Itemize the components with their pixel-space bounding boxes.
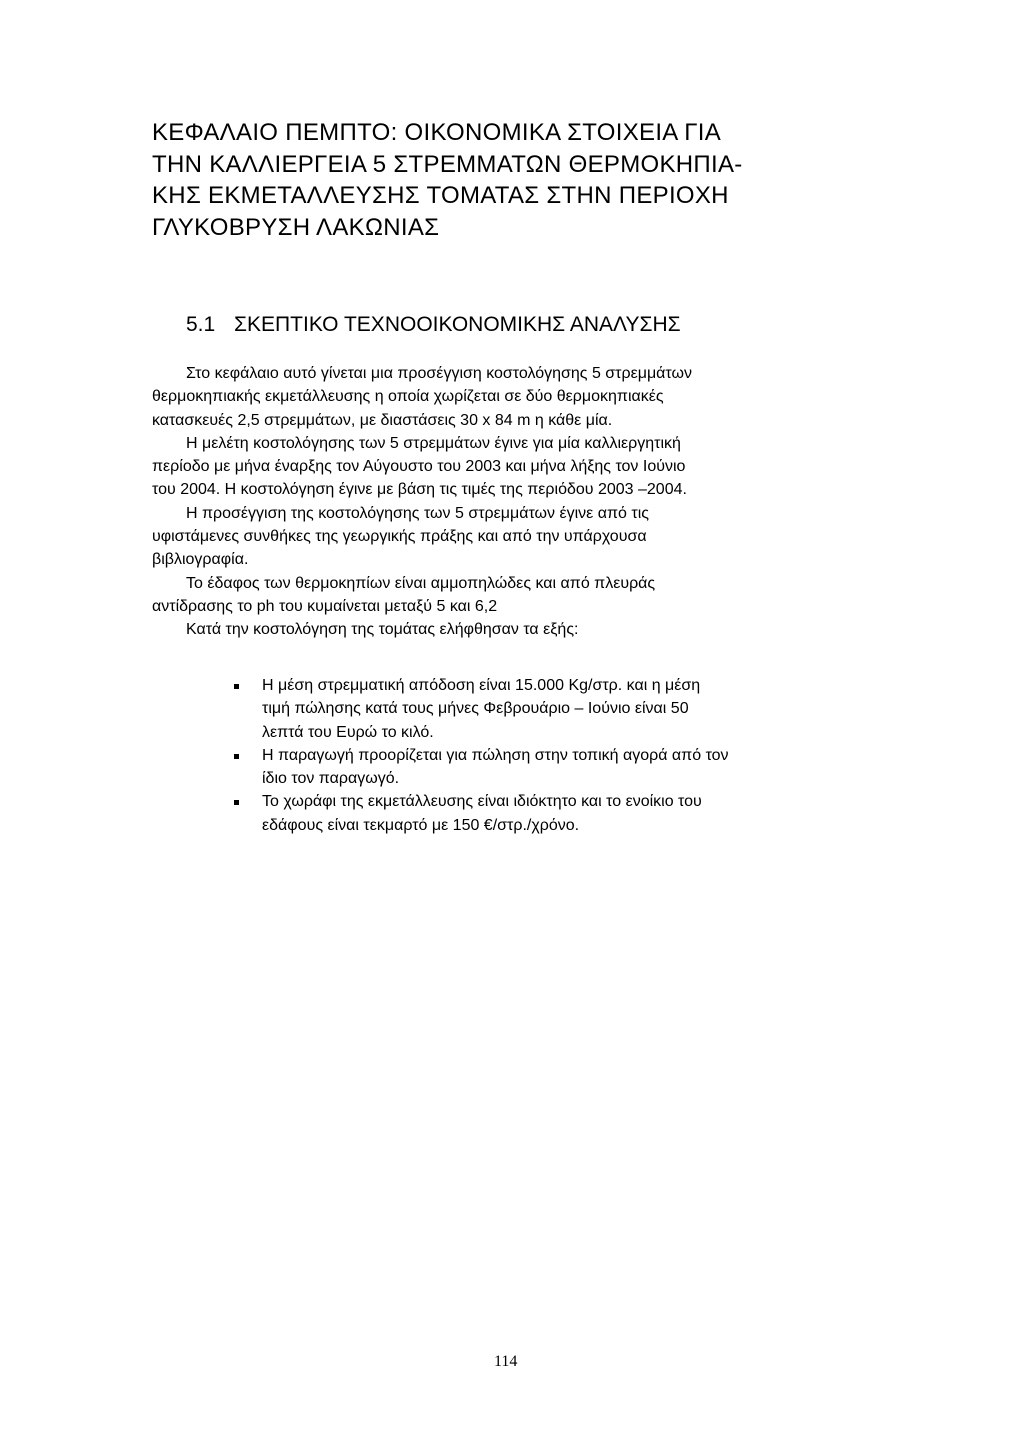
body-line: Η μελέτη κοστολόγησης των 5 στρεμμάτων έγινε για μία καλλιεργητική xyxy=(186,434,681,452)
chapter-title-line: ΓΛΥΚΟΒΡΥΣΗ ΛΑΚΩΝΙΑΣ xyxy=(152,213,440,241)
list-item xyxy=(234,674,874,744)
list-item xyxy=(234,744,874,791)
list-item-line: ίδιο τον παραγωγό. xyxy=(262,770,400,788)
body-line: Η προσέγγιση της κοστολόγησης των 5 στρεμμάτων έγινε από τις xyxy=(186,504,649,522)
body-line: περίοδο με μήνα έναρξης τον Αύγουστο του 2003 και μήνα λήξης τον Ιούνιο xyxy=(152,458,686,476)
square-bullet-icon xyxy=(234,800,239,805)
section-title: ΣΚΕΠΤΙΚΟ ΤΕΧΝΟΟΙΚΟΝΟΜΙΚΗΣ ΑΝΑΛΥΣΗΣ xyxy=(234,313,681,336)
square-bullet-icon xyxy=(234,684,239,689)
body-line: θερμοκηπιακής εκμετάλλευσης η οποία χωρίζεται σε δύο θερμοκηπιακές xyxy=(152,388,664,406)
body-line: υφιστάμενες συνθήκες της γεωργικής πράξης και από την υπάρχουσα xyxy=(152,528,647,546)
list-item-line: Η μέση στρεμματική απόδοση είναι 15.000 Kg/στρ. και η μέση xyxy=(262,677,701,694)
chapter-title xyxy=(152,117,872,243)
body-line: Στο κεφάλαιο αυτό γίνεται μια προσέγγιση κοστολόγησης 5 στρεμμάτων xyxy=(186,365,693,382)
section-number: 5.1 xyxy=(186,313,216,336)
body-text xyxy=(152,362,872,642)
body-line: βιβλιογραφία. xyxy=(152,551,249,569)
list-item-line: εδάφους είναι τεκμαρτό με 150 €/στρ./χρόνο. xyxy=(262,816,580,834)
body-line: Το έδαφος των θερμοκηπίων είναι αμμοπηλώδες και από πλευράς xyxy=(186,574,656,592)
chapter-title-line: ΚΗΣ ΕΚΜΕΤΑΛΛΕΥΣΗΣ ΤΟΜΑΤΑΣ ΣΤΗΝ ΠΕΡΙΟΧΗ xyxy=(152,182,729,209)
section-heading xyxy=(186,312,681,338)
chapter-title-line: ΤΗΝ ΚΑΛΛΙΕΡΓΕΙΑ 5 ΣΤΡΕΜΜΑΤΩΝ ΘΕΡΜΟΚΗΠΙΑ- xyxy=(152,150,743,178)
list-item-line: τιμή πώλησης κατά τους μήνες Φεβρουάριο – Ιούνιο είναι 50 xyxy=(262,700,689,718)
square-bullet-icon xyxy=(234,754,239,759)
list-item-line: Το χωράφι της εκμετάλλευσης είναι ιδιόκτητο και το ενοίκιο του xyxy=(262,793,702,811)
page-number: 114 xyxy=(494,1353,518,1370)
bullet-list xyxy=(234,674,874,837)
list-item xyxy=(234,790,874,837)
body-line: Κατά την κοστολόγηση της τομάτας ελήφθησαν τα εξής: xyxy=(186,621,579,639)
body-line: κατασκευές 2,5 στρεμμάτων, με διαστάσεις 30 x 84 m η κάθε μία. xyxy=(152,411,613,429)
chapter-title-line: ΚΕΦΑΛΑΙΟ ΠΕΜΠΤΟ: ΟΙΚΟΝΟΜΙΚΑ ΣΤΟΙΧΕΙΑ ΓΙΑ xyxy=(152,119,722,146)
list-item-line: Η παραγωγή προορίζεται για πώληση στην τοπική αγορά από τον xyxy=(262,746,729,764)
body-line: του 2004. Η κοστολόγηση έγινε με βάση τις τιμές της περιόδου 2003 –2004. xyxy=(152,481,687,499)
body-line: αντίδρασης το ph του κυμαίνεται μεταξύ 5 και 6,2 xyxy=(152,597,498,615)
list-item-line: λεπτά του Ευρώ το κιλό. xyxy=(262,723,434,741)
